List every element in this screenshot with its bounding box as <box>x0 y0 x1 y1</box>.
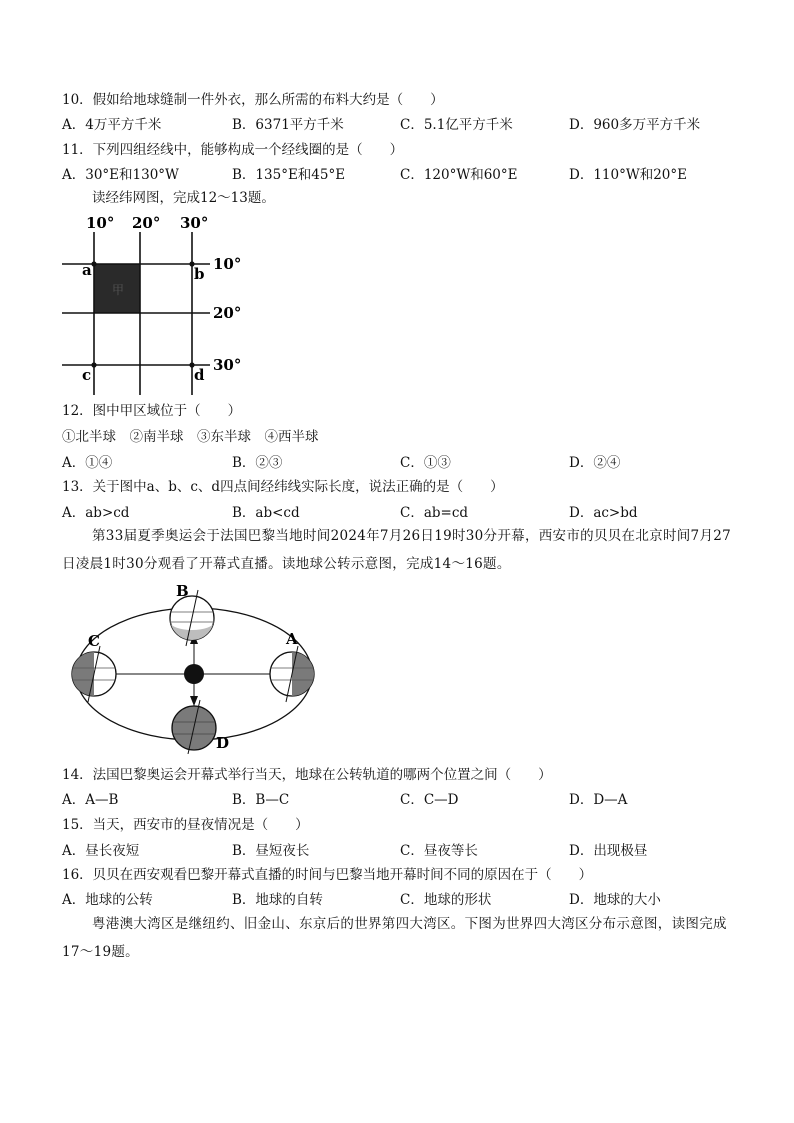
q10-stem: 10．假如给地球缝制一件外衣，那么所需的布料大约是（ ） <box>62 92 444 108</box>
q10-option-d[interactable]: D．960多万平方千米 <box>569 117 701 133</box>
q12-stem: 12．图中甲区域位于（ ） <box>62 403 242 419</box>
q15-options <box>62 842 742 860</box>
q14-option-a[interactable]: A．A—B <box>62 792 119 808</box>
q13-option-b[interactable]: B．ab<cd <box>232 505 300 521</box>
q10-options <box>62 116 742 134</box>
q10-option-c[interactable]: C．5.1亿平方千米 <box>400 117 513 133</box>
q11-option-d[interactable]: D．110°W和20°E <box>569 167 687 183</box>
q10-option-b[interactable]: B．6371平方千米 <box>232 117 344 133</box>
point-b-label: b <box>194 265 205 283</box>
q14-option-c[interactable]: C．C—D <box>400 792 459 808</box>
q12-options <box>62 454 742 472</box>
top-label-10: 10° <box>86 214 115 232</box>
intro-14-16: 第33届夏季奥运会于法国巴黎当地时间2024年7月26日19时30分开幕，西安市的贝贝在北京时间7月27日凌晨1时30分观看了开幕式直播。读地球公转示意图，完成14～16题。 <box>62 528 732 572</box>
q16-option-a[interactable]: A．地球的公转 <box>62 892 153 908</box>
q11-options <box>62 166 742 184</box>
point-c <box>91 362 96 367</box>
q12-option-a[interactable]: A．①④ <box>62 455 113 471</box>
right-label-30: 30° <box>213 356 242 374</box>
point-a <box>91 261 96 266</box>
q12-choices: ①北半球 ②南半球 ③东半球 ④西半球 <box>62 429 319 445</box>
position-d-label: D <box>216 734 230 752</box>
q14-option-d[interactable]: D．D—A <box>569 792 628 808</box>
intro-12-13: 读经纬网图，完成12～13题。 <box>92 190 275 206</box>
q16-stem: 16．贝贝在西安观看巴黎开幕式直播的时间与巴黎当地开幕时间不同的原因在于（ ） <box>62 867 593 883</box>
earth-d <box>172 700 216 754</box>
q11-option-c[interactable]: C．120°W和60°E <box>400 167 518 183</box>
q15-option-a[interactable]: A．昼长夜短 <box>62 843 140 859</box>
q15-option-c[interactable]: C．昼夜等长 <box>400 843 478 859</box>
point-a-label: a <box>82 261 92 279</box>
lat-lon-grid-figure <box>62 210 252 400</box>
q13-stem: 13．关于图中a、b、c、d四点间经纬线实际长度，说法正确的是（ ） <box>62 479 504 495</box>
q12-option-b[interactable]: B．②③ <box>232 455 283 471</box>
q15-stem: 15．当天，西安市的昼夜情况是（ ） <box>62 817 309 833</box>
earth-orbit-figure <box>66 582 326 754</box>
q11-stem: 11．下列四组经线中，能够构成一个经线圈的是（ ） <box>62 142 404 158</box>
q15-option-d[interactable]: D．出现极昼 <box>569 843 648 859</box>
q11-option-a[interactable]: A．30°E和130°W <box>62 167 179 183</box>
position-c-label: C <box>88 632 100 650</box>
top-label-30: 30° <box>180 214 209 232</box>
region-jia-label: 甲 <box>112 283 125 297</box>
point-c-label: c <box>82 366 92 384</box>
arrow-down <box>190 696 198 706</box>
q16-option-b[interactable]: B．地球的自转 <box>232 892 323 908</box>
q16-option-c[interactable]: C．地球的形状 <box>400 892 492 908</box>
position-b-label: B <box>176 582 189 600</box>
earth-c <box>72 646 116 702</box>
right-label-10: 10° <box>213 255 242 273</box>
top-label-20: 20° <box>132 214 161 232</box>
q12-option-d[interactable]: D．②④ <box>569 455 621 471</box>
sun <box>184 664 204 684</box>
q13-option-c[interactable]: C．ab=cd <box>400 505 469 521</box>
q16-option-d[interactable]: D．地球的大小 <box>569 892 661 908</box>
right-label-20: 20° <box>213 304 242 322</box>
intro-17-19: 粤港澳大湾区是继纽约、旧金山、东京后的世界第四大湾区。下图为世界四大湾区分布示意图，读图完成17～19题。 <box>62 916 727 960</box>
position-a-label: A <box>286 630 298 648</box>
q16-options <box>62 891 742 909</box>
q13-options <box>62 504 742 522</box>
q10-option-a[interactable]: A．4万平方千米 <box>62 117 162 133</box>
q12-option-c[interactable]: C．①③ <box>400 455 451 471</box>
q14-stem: 14．法国巴黎奥运会开幕式举行当天，地球在公转轨道的哪两个位置之间（ ） <box>62 767 552 783</box>
q11-option-b[interactable]: B．135°E和45°E <box>232 167 346 183</box>
q15-option-b[interactable]: B．昼短夜长 <box>232 843 310 859</box>
q14-option-b[interactable]: B．B—C <box>232 792 290 808</box>
q13-option-a[interactable]: A．ab>cd <box>62 505 130 521</box>
q13-option-d[interactable]: D．ac>bd <box>569 505 638 521</box>
q14-options <box>62 791 742 809</box>
point-d-label: d <box>194 366 205 384</box>
